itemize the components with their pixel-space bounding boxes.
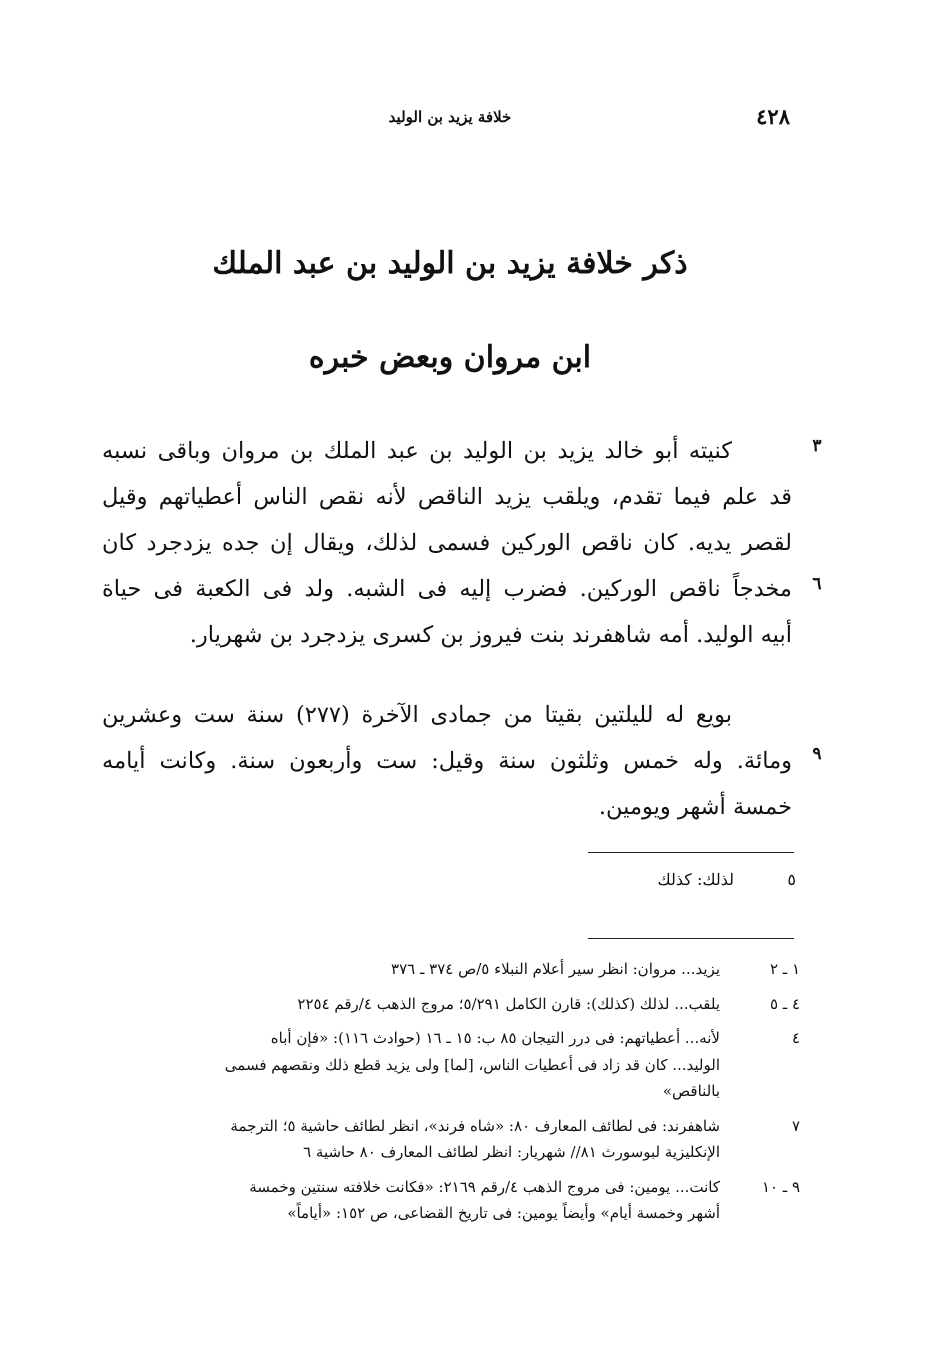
- paragraph-line: لقصر يديه. كان ناقص الوركين فسمى لذلك، ويقال إن جده يزدجرد كان: [102, 530, 792, 556]
- paragraph-line: مخدجاً ناقص الوركين. فضرب إليه فى الشبه. ولد فى الكعبة فى حياة: [102, 576, 792, 602]
- line-number-6: ٦: [812, 574, 822, 594]
- footnote-line: شاهفرند: فى لطائف المعارف ٨٠: «شاه فرند»، انظر لطائف حاشية ٥؛ الترجمة: [230, 1116, 720, 1135]
- chapter-title-line-2: ابن مروان وبعض خبره: [308, 340, 592, 375]
- footnote-line: يزيد... مروان: انظر سير أعلام النبلاء ٥/ص ٣٧٤ ـ ٣٧٦: [391, 960, 720, 978]
- footnote-line: بالناقص»: [662, 1082, 720, 1100]
- paragraph-line: كنيته أبو خالد يزيد بن الوليد بن عبد الملك بن مروان وباقى نسبه: [102, 438, 732, 464]
- paragraph-line: بويع له لليلتين بقيتا من جمادى الآخرة (٢٧٧) سنة ست وعشرين: [102, 702, 732, 728]
- paragraph-line: قد علم فيما تقدم، ويلقب يزيد الناقص لأنه نقص الناس أعطياتهم وقيل: [102, 484, 792, 510]
- line-number-3: ٣: [812, 436, 822, 456]
- footnote-body: [104, 1025, 720, 1105]
- footnote-line: الوليد... كان قد زاد فى أعطيات الناس، [لما] ولى يزيد قطع ذلك ونقصهم فسمى: [224, 1055, 720, 1074]
- footnote: [104, 1025, 800, 1105]
- footnote: [104, 1174, 800, 1227]
- apparatus-divider: [588, 852, 794, 853]
- footnote-ref: ١ ـ ٢: [769, 960, 800, 978]
- variant-text: لذلك: كذلك: [657, 870, 734, 889]
- footnote-body: [104, 956, 720, 983]
- footnotes-divider: [588, 938, 794, 939]
- footnote-line: كانت... يومين: فى مروج الذهب ٤/رقم ٢١٦٩: «فكانت خلافته سنتين وخمسة: [249, 1177, 720, 1196]
- footnote-ref: ٤ ـ ٥: [769, 994, 800, 1013]
- running-head: [100, 104, 800, 134]
- variant-line-number: ٥: [787, 870, 796, 889]
- paragraph-line: أبيه الوليد. أمه شاهفرند بنت فيروز بن كسرى يزدجرد بن شهريار.: [189, 622, 792, 648]
- footnote: [104, 1113, 800, 1166]
- footnotes: [104, 956, 800, 1235]
- apparatus-variant: [560, 870, 800, 896]
- line-number-9: ٩: [812, 744, 822, 764]
- footnote-ref: ٤: [791, 1029, 800, 1047]
- chapter-title-line-1: ذكر خلافة يزيد بن الوليد بن عبد الملك: [212, 246, 688, 281]
- footnote-line: الإنكليزية لبوسورث ٨١// شهريار: انظر لطائف المعارف ٨٠ حاشية ٦: [303, 1143, 720, 1161]
- footnote-ref: ٧: [791, 1116, 800, 1135]
- paragraph-line: ومائة. وله خمس وثلثون سنة وقيل: ست وأربعون سنة. وكانت أيامه: [102, 748, 792, 774]
- footnote: [104, 956, 800, 983]
- running-title: خلافة يزيد بن الوليد: [388, 108, 512, 126]
- body-paragraph-2: [102, 692, 792, 830]
- footnote-body: [104, 991, 720, 1018]
- body-paragraph-1: [102, 428, 792, 658]
- footnote-ref: ٩ ـ ١٠: [761, 1177, 800, 1196]
- footnote: [104, 991, 800, 1018]
- paragraph-line: خمسة أشهر ويومين.: [598, 794, 792, 820]
- footnote-line: أشهر وخمسة أيام» وأيضاً يومين: فى تاريخ القضاعى، ص ١٥٢: «أياماً»: [287, 1204, 720, 1222]
- footnote-body: [104, 1113, 720, 1166]
- footnote-line: يلقب... لذلك (كذلك): قارن الكامل ٥/٢٩١؛ مروج الذهب ٤/رقم ٢٢٥٤: [297, 994, 720, 1013]
- footnote-body: [104, 1174, 720, 1227]
- page-number: ٤٢٨: [756, 104, 790, 129]
- footnote-line: لأنه... أعطياتهم: فى درر التيجان ٨٥ ب: ١٥ ـ ١٦ (حوادث ١١٦): «فإن أباه: [270, 1029, 720, 1047]
